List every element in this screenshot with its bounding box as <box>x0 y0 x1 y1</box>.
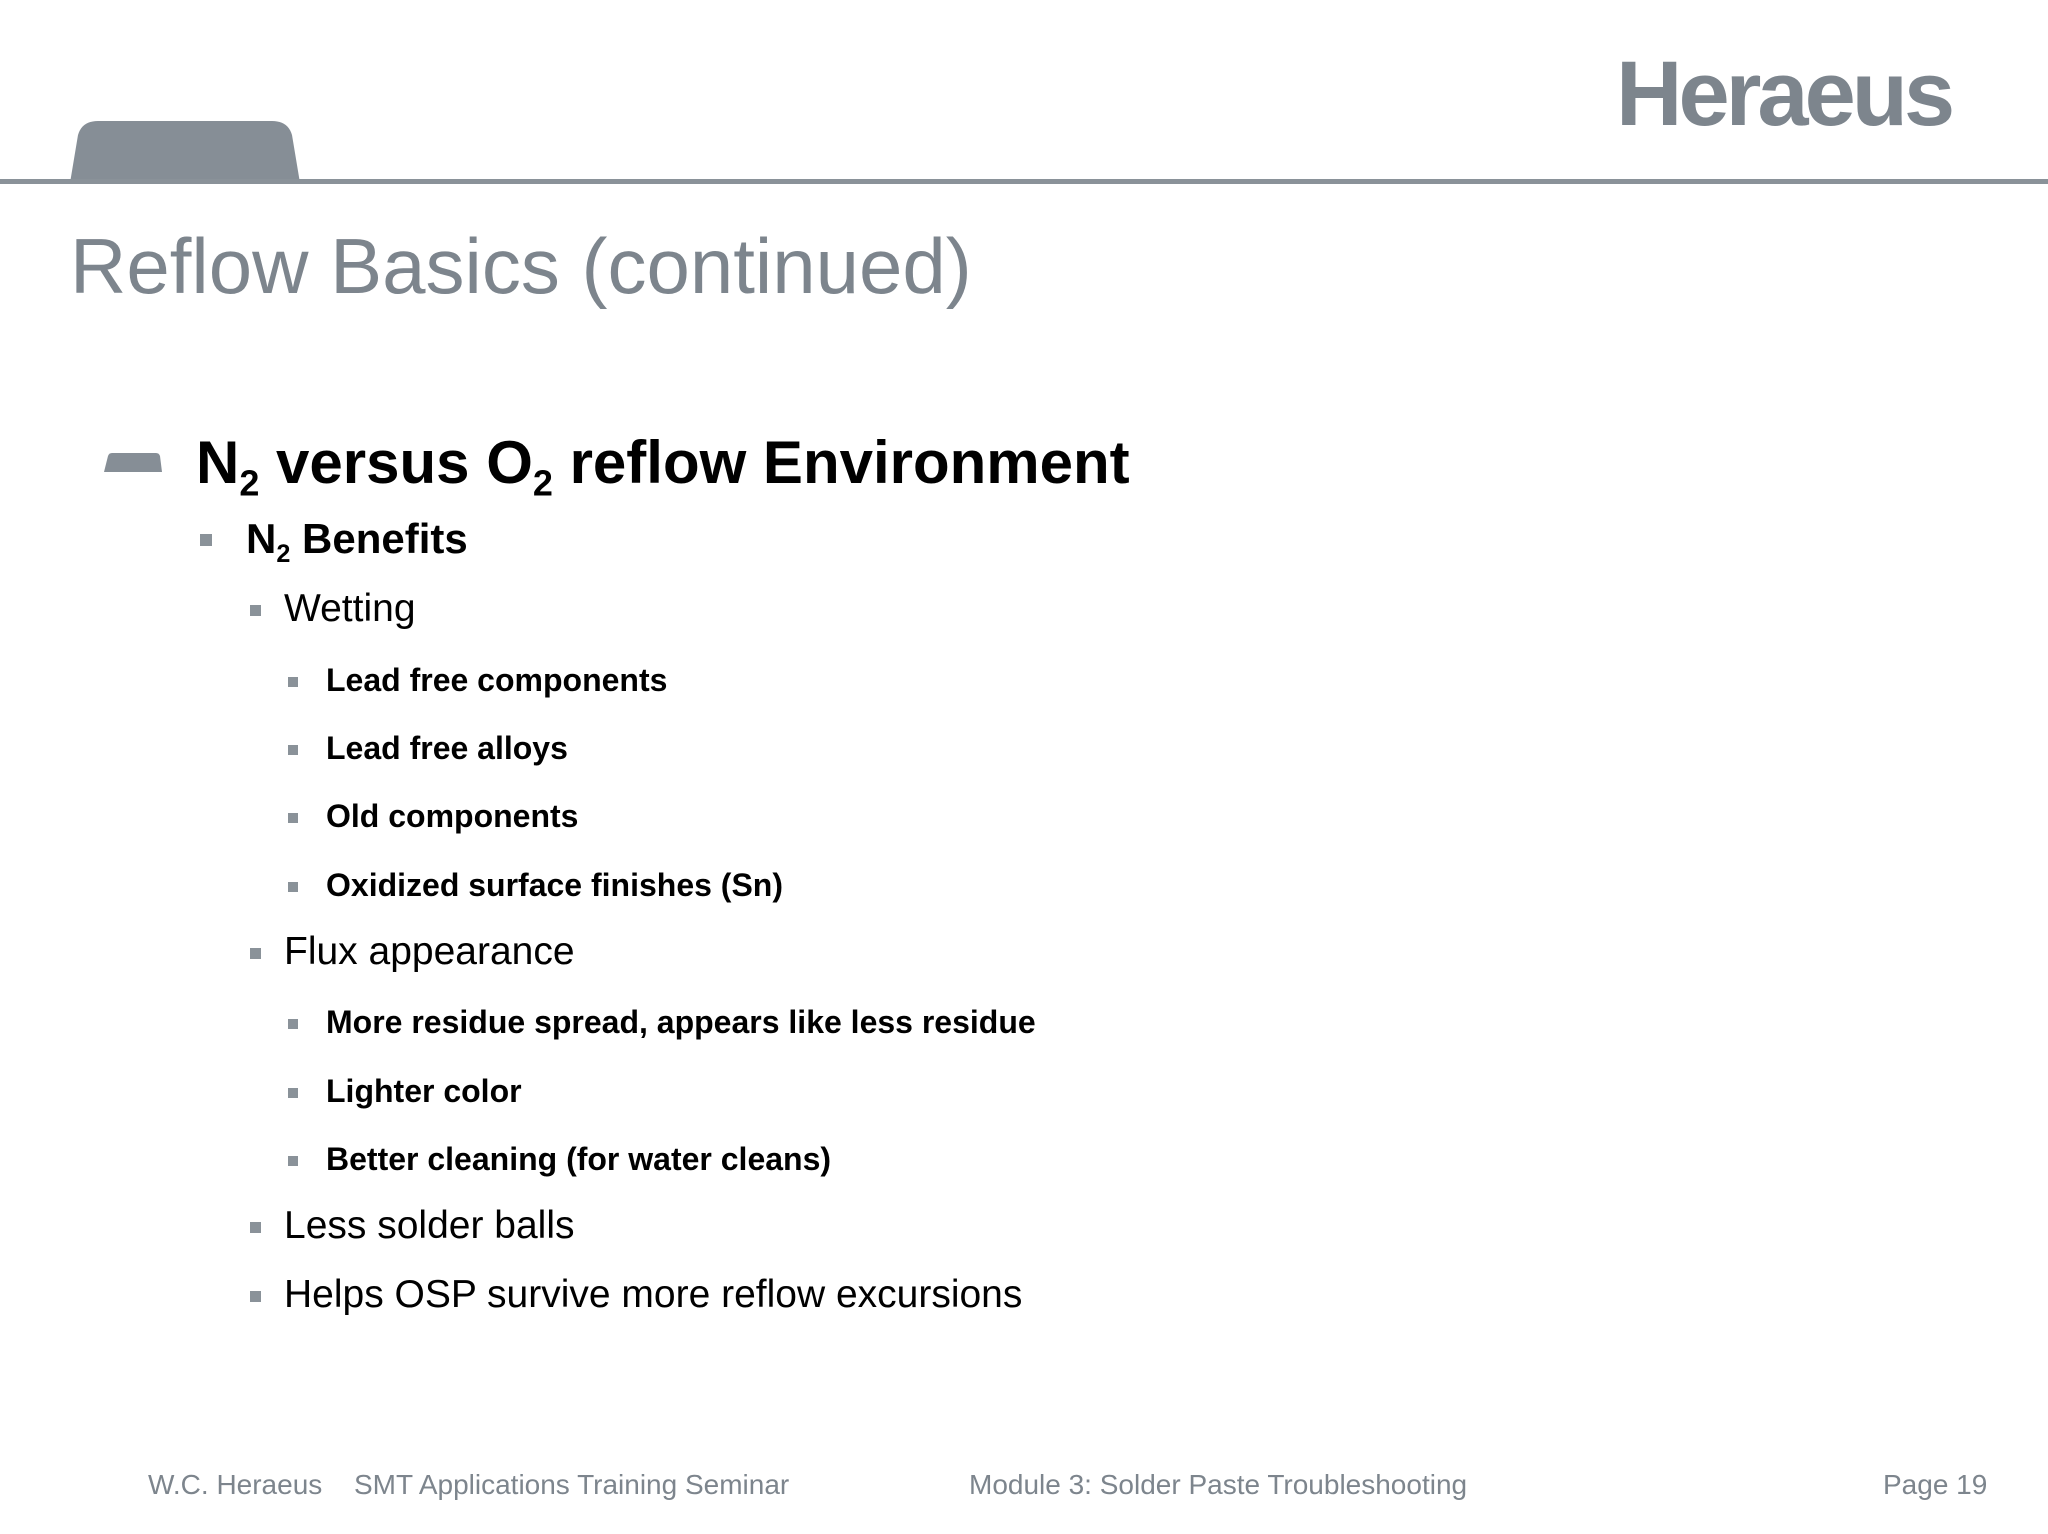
list-item-solder-balls: Less solder balls <box>284 1204 575 1247</box>
square-bullet-icon <box>200 534 212 546</box>
list-item: Lighter color <box>326 1073 522 1109</box>
dash-bullet-icon <box>100 452 164 472</box>
square-bullet-icon <box>288 745 298 755</box>
list-item-wetting: Wetting <box>284 587 416 630</box>
list-item: Old components <box>326 798 579 834</box>
footer-seminar: SMT Applications Training Seminar <box>354 1469 790 1500</box>
footer-company: W.C. Heraeus <box>148 1469 323 1500</box>
square-bullet-icon <box>288 813 298 823</box>
square-bullet-icon <box>250 948 261 959</box>
list-item: Lead free alloys <box>326 730 568 766</box>
list-item: Better cleaning (for water cleans) <box>326 1141 832 1177</box>
square-bullet-icon <box>288 882 298 892</box>
square-bullet-icon <box>288 1156 298 1166</box>
square-bullet-icon <box>288 677 298 687</box>
list-item: Oxidized surface finishes (Sn) <box>326 867 783 903</box>
section-heading: $N_2$ versus $O_2$ reflow Environment <box>196 429 1130 504</box>
square-bullet-icon <box>288 1019 298 1029</box>
list-item-flux-appearance: Flux appearance <box>284 930 575 973</box>
list-item-osp: Helps OSP survive more reflow excursions <box>284 1273 1023 1316</box>
square-bullet-icon <box>250 1222 261 1233</box>
square-bullet-icon <box>288 1088 298 1098</box>
heraeus-logo: Heraeus <box>1616 43 1952 145</box>
subsection-heading: $N_2$ Benefits <box>246 515 468 568</box>
footer-module: Module 3: Solder Paste Troubleshooting <box>969 1469 1468 1500</box>
list-item: More residue spread, appears like less residue <box>326 1004 1036 1040</box>
footer-page-number: Page 19 <box>1883 1469 1988 1500</box>
slide-title: Reflow Basics (continued) <box>70 222 972 310</box>
square-bullet-icon <box>250 1291 261 1302</box>
square-bullet-icon <box>250 605 261 616</box>
list-item: Lead free components <box>326 662 668 698</box>
